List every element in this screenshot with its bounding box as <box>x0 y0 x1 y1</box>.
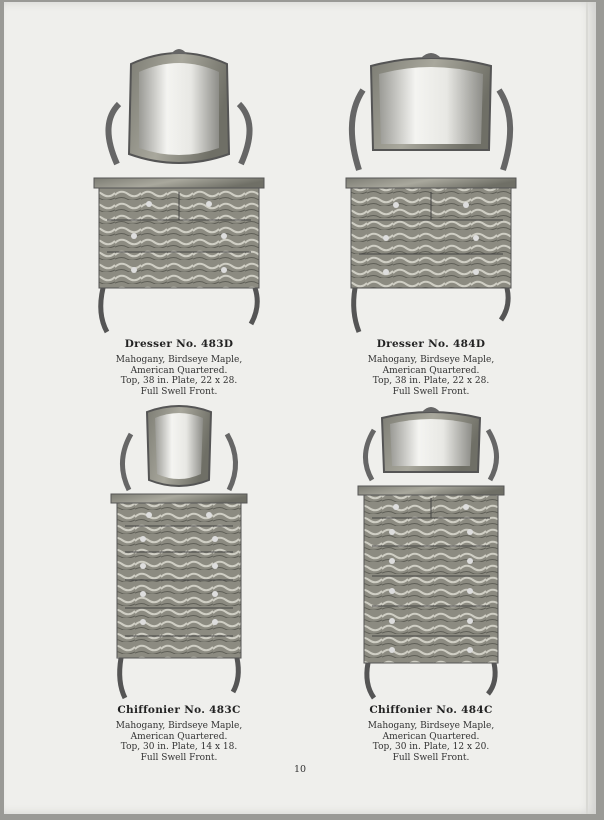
dresser-484d-image <box>341 50 521 334</box>
page-number: 10 <box>293 764 307 775</box>
dresser-484d <box>301 50 561 397</box>
dresser-483d <box>49 44 309 397</box>
chiffonier-484c-image <box>356 406 506 700</box>
item-description <box>49 721 309 763</box>
desc-line: American Quartered. <box>130 365 228 376</box>
desc-line: Top, 30 in. Plate, 12 x 20. <box>372 742 490 752</box>
item-title: Dresser No. 483D <box>124 338 234 350</box>
desc-line: Top, 38 in. Plate, 22 x 28. <box>372 376 490 386</box>
desc-line: American Quartered. <box>382 731 480 742</box>
desc-line: Mahogany, Birdseye Maple, <box>367 355 495 365</box>
desc-line: Full Swell Front. <box>392 386 470 397</box>
desc-line: Mahogany, Birdseye Maple, <box>115 355 243 365</box>
item-description <box>301 355 561 397</box>
desc-line: American Quartered. <box>130 731 228 742</box>
chiffonier-483c-image <box>109 402 249 700</box>
item-title: Chiffonier No. 484C <box>369 704 493 716</box>
desc-line: Full Swell Front. <box>140 386 218 397</box>
chiffonier-484c <box>301 406 561 763</box>
page-spine <box>586 2 588 814</box>
dresser-483d-image <box>89 44 269 334</box>
desc-line: Mahogany, Birdseye Maple, <box>367 721 495 731</box>
item-description <box>49 355 309 397</box>
item-title: Dresser No. 484D <box>376 338 486 350</box>
desc-line: Top, 38 in. Plate, 22 x 28. <box>120 376 238 386</box>
desc-line: American Quartered. <box>382 365 480 376</box>
catalog-page <box>4 2 596 814</box>
desc-line: Top, 30 in. Plate, 14 x 18. <box>120 742 238 752</box>
item-title: Chiffonier No. 483C <box>117 704 241 716</box>
item-description <box>301 721 561 763</box>
desc-line: Full Swell Front. <box>140 752 218 763</box>
chiffonier-483c <box>49 402 309 763</box>
desc-line: Full Swell Front. <box>392 752 470 763</box>
desc-line: Mahogany, Birdseye Maple, <box>115 721 243 731</box>
